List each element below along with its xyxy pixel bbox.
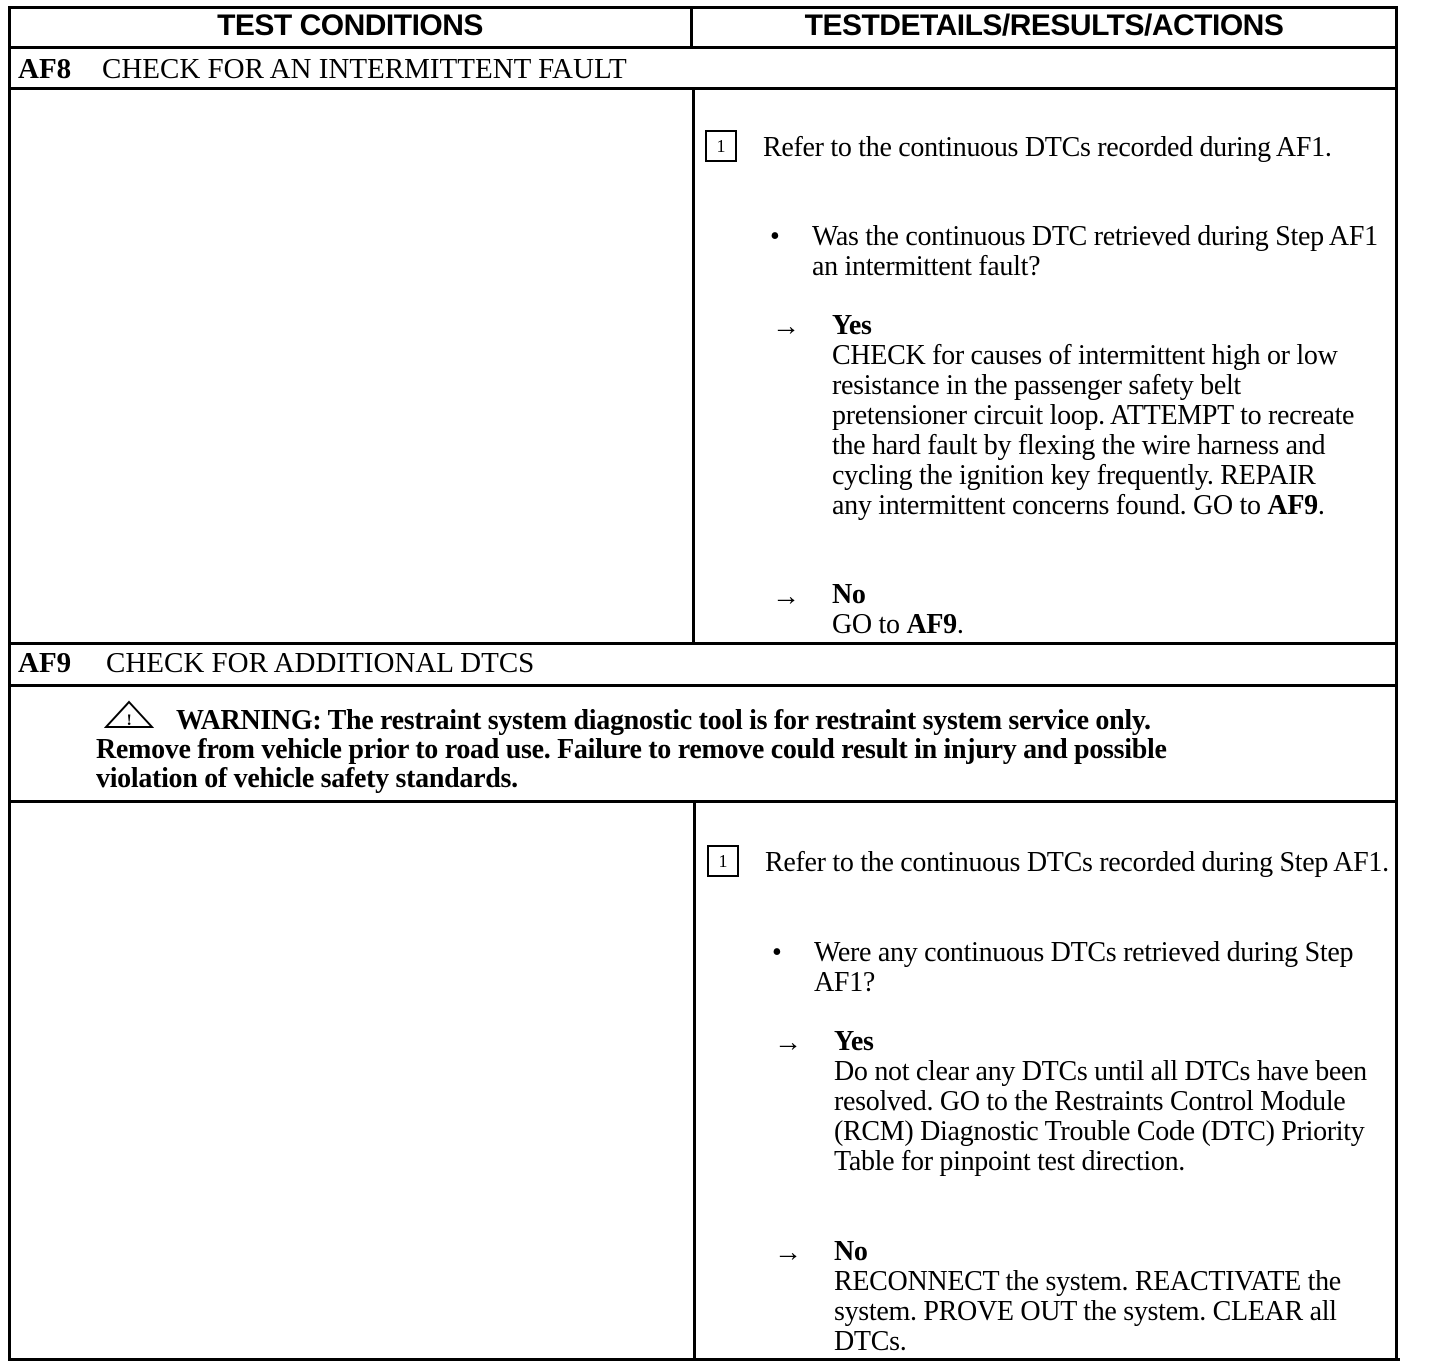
header-test-conditions: TEST CONDITIONS [217, 9, 483, 42]
af8-yes-goto: AF9 [1267, 490, 1318, 521]
af8-no-text: GO to [832, 609, 900, 640]
af9-title-top [8, 642, 1398, 645]
warning-divider [8, 800, 1398, 803]
af9-step-id: AF9 [18, 647, 72, 679]
af9-no-text: RECONNECT the system. REACTIVATE the system. PROVE OUT the system. CLEAR all DTCs. [834, 1266, 1341, 1357]
af8-yes-label: Yes [832, 310, 872, 341]
warning-block [96, 706, 1326, 793]
af8-title-text: CHECK FOR AN INTERMITTENT FAULT [102, 53, 627, 85]
af8-bullet: • [770, 221, 780, 252]
warning-text-line3: violation of vehicle safety standards. [96, 763, 518, 794]
af8-no-label: No [832, 579, 866, 610]
af8-no-action: GO to AF9. [832, 609, 964, 640]
af8-step-text: Refer to the continuous DTCs recorded during AF1. [763, 132, 1332, 163]
warning-first-line [96, 706, 1326, 735]
af9-step-number-box: 1 [707, 845, 739, 877]
af8-yes-action: CHECK for causes of intermittent high or low resistance in the passenger safety belt pretensioner circuit loop. ATTEMPT to recreate the hard fault by flexing the wire harness and cycling the ignition key frequently. REPAIR any intermittent concerns found. GO to AF9. [832, 340, 1355, 521]
af8-step-number-box: 1 [705, 130, 737, 162]
af9-column-divider [693, 800, 696, 1361]
af8-step-id: AF8 [18, 53, 72, 85]
table-border-right [1395, 6, 1398, 1361]
af8-question: Was the continuous DTC retrieved during Step AF1 an intermittent fault? [812, 221, 1378, 282]
af8-section-title [18, 53, 627, 86]
warning-text-line1: WARNING: The restraint system diagnostic tool is for restraint system service only. [176, 705, 1151, 736]
af9-section-title [18, 647, 534, 680]
table-border-left [8, 6, 11, 1361]
af9-step-text: Refer to the continuous DTCs recorded during Step AF1. [765, 847, 1389, 878]
af8-no-arrow: → [772, 581, 800, 612]
af9-yes-label: Yes [834, 1026, 874, 1057]
af9-bullet: • [772, 937, 782, 968]
table-border-bottom [8, 1358, 1400, 1361]
af9-no-label: No [834, 1236, 868, 1267]
af9-yes-arrow: → [774, 1027, 802, 1058]
af8-yes-arrow: → [772, 311, 800, 342]
af9-no-arrow: → [774, 1237, 802, 1268]
warning-triangle-icon [104, 700, 154, 730]
af9-title-divider [8, 684, 1398, 687]
af9-title-text: CHECK FOR ADDITIONAL DTCS [106, 647, 535, 679]
af8-column-divider [692, 87, 695, 645]
af9-yes-text: Do not clear any DTCs until all DTCs have been resolved. GO to the Restraints Control Module (RCM) Diagnostic Trouble Code (DTC) Priority Table for pinpoint test direction. [834, 1056, 1367, 1177]
af9-question: Were any continuous DTCs retrieved during Step AF1? [814, 937, 1354, 998]
af8-title-divider [8, 87, 1398, 90]
header-divider [8, 46, 1398, 49]
header-column-divider [690, 6, 693, 49]
header-test-details: TESTDETAILS/RESULTS/ACTIONS [804, 9, 1284, 42]
af8-no-goto: AF9 [906, 609, 957, 640]
af8-yes-text: CHECK for causes of intermittent high or low resistance in the passenger safety belt pretensioner circuit loop. ATTEMPT to recreate the hard fault by flexing the wire harness and cycling the ignition key frequently. REPAIR any intermittent concerns found. GO to [832, 340, 1355, 521]
warning-text-line2: Remove from vehicle prior to road use. Failure to remove could result in injury and possible [96, 734, 1167, 765]
svg-text:!: ! [126, 712, 132, 729]
